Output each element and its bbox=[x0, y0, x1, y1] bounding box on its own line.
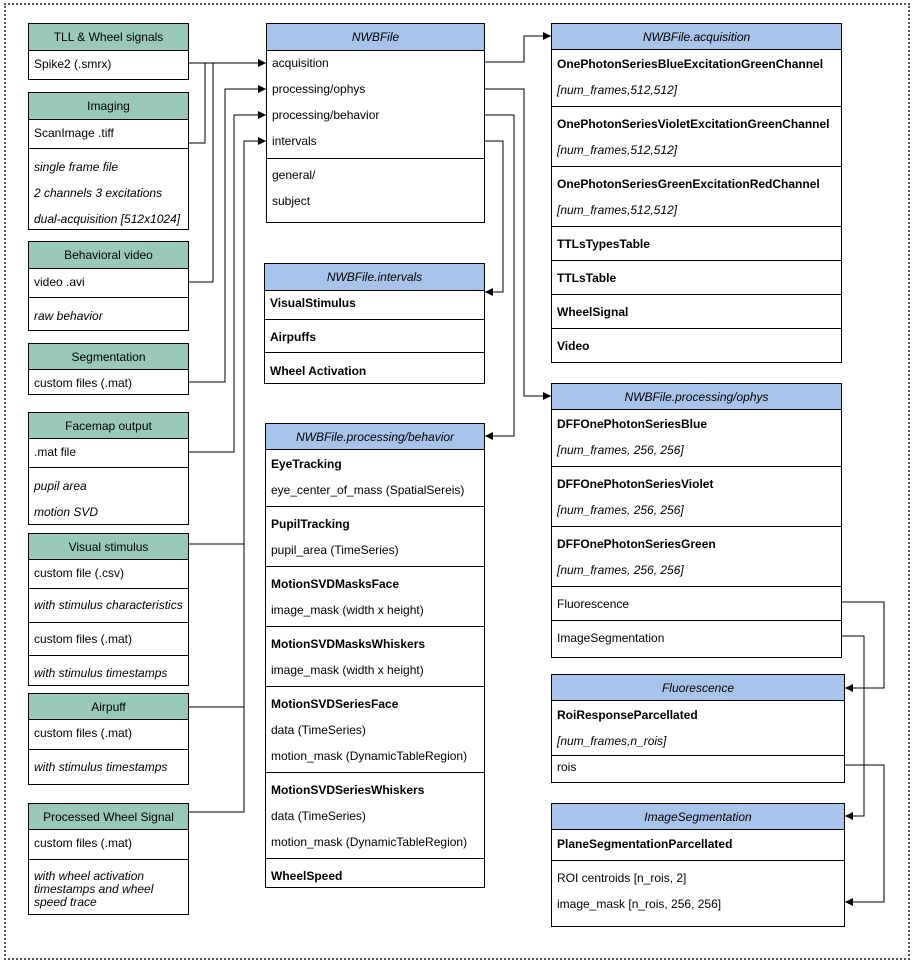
imagesegmentation-box bbox=[551, 803, 845, 927]
video-note: raw behavior bbox=[34, 309, 103, 323]
acquisition-title: NWBFile.acquisition bbox=[552, 24, 841, 50]
imaging-box bbox=[28, 92, 189, 230]
nwbfile-field-behavior: processing/behavior bbox=[272, 108, 380, 122]
facemap-note: motion SVD bbox=[34, 505, 99, 519]
fluorescence-name: RoiResponseParcellated bbox=[557, 708, 698, 722]
airpuff-box-title: Airpuff bbox=[29, 694, 188, 720]
wire-fluorescence-link bbox=[841, 602, 884, 688]
wire-video-to-acquisition bbox=[188, 63, 213, 282]
wire-intervals-link bbox=[485, 141, 503, 292]
facemap-note: pupil area bbox=[34, 479, 87, 493]
airpuff-file: custom files (.mat) bbox=[34, 726, 133, 740]
processed-wheel-signal-box bbox=[28, 803, 189, 915]
acquisition-table: WheelSignal bbox=[557, 305, 629, 319]
imaging-note: single frame file bbox=[34, 160, 119, 174]
acquisition-series-shape: [num_frames,512,512] bbox=[557, 143, 678, 157]
visual-stimulus-box bbox=[28, 533, 189, 686]
visual-note: with stimulus timestamps bbox=[34, 666, 168, 680]
divider bbox=[552, 226, 841, 227]
behavior-group-field: data (TimeSeries) bbox=[271, 723, 366, 737]
behavior-group-field: data (TimeSeries) bbox=[271, 809, 366, 823]
intervals-box bbox=[264, 263, 485, 384]
behavior-group-name: WheelSpeed bbox=[271, 869, 343, 883]
wire-ophys-link bbox=[485, 89, 551, 396]
airpuff-box bbox=[28, 693, 189, 785]
divider bbox=[552, 755, 844, 756]
ophys-series-name: DFFOnePhotonSeriesGreen bbox=[557, 537, 716, 551]
divider bbox=[552, 106, 841, 107]
behavior-box bbox=[265, 423, 485, 888]
behavior-group-name: PupilTracking bbox=[271, 517, 350, 531]
divider bbox=[29, 749, 188, 750]
imaging-box-title: Imaging bbox=[29, 93, 188, 120]
imaging-note: dual-acquisition [512x1024] bbox=[34, 212, 181, 226]
divider bbox=[552, 466, 841, 467]
segmentation-file: custom files (.mat) bbox=[34, 376, 133, 390]
nwbfile-field-intervals: intervals bbox=[272, 134, 317, 148]
ttl-wheel-signals-box bbox=[28, 23, 189, 80]
imageseg-field: image_mask [n_rois, 256, 256] bbox=[557, 897, 722, 911]
ophys-series-name: DFFOnePhotonSeriesBlue bbox=[557, 417, 708, 431]
divider bbox=[29, 297, 188, 298]
behavior-group-name: MotionSVDSeriesFace bbox=[271, 697, 399, 711]
divider bbox=[265, 319, 484, 320]
video-box-title: Behavioral video bbox=[29, 242, 188, 269]
behavior-group-field: pupil_area (TimeSeries) bbox=[271, 543, 399, 557]
divider bbox=[552, 526, 841, 527]
divider bbox=[29, 859, 188, 860]
divider bbox=[267, 158, 484, 159]
behavior-group-field: eye_center_of_mass (SpatialSereis) bbox=[271, 483, 465, 497]
wire-facemap-to-behavior bbox=[188, 115, 266, 452]
divider bbox=[266, 506, 484, 507]
acquisition-table: TTLsTypesTable bbox=[557, 237, 650, 251]
behavior-group-name: EyeTracking bbox=[271, 457, 342, 471]
ophys-module-imagesegmentation: ImageSegmentation bbox=[557, 631, 665, 645]
imageseg-name: PlaneSegmentationParcellated bbox=[557, 837, 733, 851]
interval-item: Airpuffs bbox=[270, 330, 316, 344]
acquisition-series-name: OnePhotonSeriesBlueExcitationGreenChannel bbox=[557, 57, 824, 71]
wheel-note: with wheel activation timestamps and wheel speed trace bbox=[34, 869, 154, 909]
nwbfile-meta-subject: subject bbox=[272, 194, 311, 208]
fluorescence-title: Fluorescence bbox=[552, 675, 844, 701]
divider bbox=[552, 260, 841, 261]
nwbfile-meta-general: general/ bbox=[272, 168, 316, 182]
acquisition-series-name: OnePhotonSeriesGreenExcitationRedChannel bbox=[557, 177, 820, 191]
ophys-series-shape: [num_frames, 256, 256] bbox=[557, 563, 684, 577]
acquisition-series-name: OnePhotonSeriesVioletExcitationGreenChannel bbox=[557, 117, 830, 131]
behavioral-video-box bbox=[28, 241, 189, 331]
ophys-series-shape: [num_frames, 256, 256] bbox=[557, 443, 684, 457]
wire-acquisition-link bbox=[485, 36, 551, 62]
nwbfile-field-acquisition: acquisition bbox=[272, 56, 329, 70]
imageseg-field: ROI centroids [n_rois, 2] bbox=[557, 871, 687, 885]
nwbfile-field-ophys: processing/ophys bbox=[272, 82, 366, 96]
divider bbox=[265, 352, 484, 353]
behavior-group-name: MotionSVDSeriesWhiskers bbox=[271, 783, 425, 797]
ttl-file: Spike2 (.smrx) bbox=[34, 57, 112, 71]
divider bbox=[266, 626, 484, 627]
facemap-box-title: Facemap output bbox=[29, 413, 188, 439]
airpuff-note: with stimulus timestamps bbox=[34, 760, 168, 774]
divider bbox=[29, 622, 188, 623]
wire-wheel-to-intervals bbox=[188, 544, 244, 812]
ophys-series-shape: [num_frames, 256, 256] bbox=[557, 503, 684, 517]
divider bbox=[552, 620, 841, 621]
fluorescence-box bbox=[551, 674, 845, 783]
facemap-file: .mat file bbox=[34, 445, 77, 459]
wire-segmentation-to-ophys bbox=[188, 89, 266, 382]
ophys-series-name: DFFOnePhotonSeriesViolet bbox=[557, 477, 714, 491]
divider bbox=[552, 860, 844, 861]
acquisition-table: Video bbox=[557, 339, 590, 353]
divider bbox=[29, 588, 188, 589]
behavior-group-field: motion_mask (DynamicTableRegion) bbox=[271, 835, 468, 849]
visual-note: with stimulus characteristics bbox=[34, 598, 183, 612]
ophys-module-fluorescence: Fluorescence bbox=[557, 597, 630, 611]
acquisition-series-shape: [num_frames,512,512] bbox=[557, 203, 678, 217]
acquisition-series-shape: [num_frames,512,512] bbox=[557, 83, 678, 97]
wire-imaging-to-acquisition bbox=[188, 63, 205, 143]
acquisition-box bbox=[551, 23, 842, 363]
facemap-output-box bbox=[28, 412, 189, 525]
divider bbox=[29, 467, 188, 468]
divider bbox=[552, 328, 841, 329]
divider bbox=[29, 655, 188, 656]
divider bbox=[266, 858, 484, 859]
visual-file: custom files (.mat) bbox=[34, 632, 133, 646]
video-file: video .avi bbox=[34, 275, 85, 289]
nwbfile-title: NWBFile bbox=[267, 24, 484, 51]
behavior-group-field: image_mask (width x height) bbox=[271, 663, 424, 677]
wire-behavior-link bbox=[485, 115, 514, 436]
behavior-group-field: image_mask (width x height) bbox=[271, 603, 424, 617]
intervals-title: NWBFile.intervals bbox=[265, 264, 484, 291]
divider bbox=[29, 148, 188, 149]
ophys-title: NWBFile.processing/ophys bbox=[552, 384, 841, 410]
fluorescence-field-rois: rois bbox=[557, 760, 577, 774]
segmentation-box-title: Segmentation bbox=[29, 344, 188, 370]
divider bbox=[552, 586, 841, 587]
imaging-file: ScanImage .tiff bbox=[34, 126, 114, 140]
ttl-box-title: TLL & Wheel signals bbox=[29, 24, 188, 51]
divider bbox=[266, 686, 484, 687]
acquisition-table: TTLsTable bbox=[557, 271, 617, 285]
interval-item: VisualStimulus bbox=[270, 296, 356, 310]
behavior-title: NWBFile.processing/behavior bbox=[266, 424, 484, 450]
segmentation-box bbox=[28, 343, 189, 395]
imaging-note: 2 channels 3 excitations bbox=[34, 186, 163, 200]
fluorescence-shape: [num_frames,n_rois] bbox=[557, 734, 667, 748]
divider bbox=[266, 772, 484, 773]
imageseg-title: ImageSegmentation bbox=[552, 804, 844, 830]
interval-item: Wheel Activation bbox=[270, 364, 367, 378]
behavior-group-name: MotionSVDMasksWhiskers bbox=[271, 637, 426, 651]
visual-box-title: Visual stimulus bbox=[29, 534, 188, 560]
divider bbox=[266, 566, 484, 567]
divider bbox=[552, 294, 841, 295]
nwbfile-box bbox=[266, 23, 485, 223]
wheel-box-title: Processed Wheel Signal bbox=[29, 804, 188, 830]
behavior-group-name: MotionSVDMasksFace bbox=[271, 577, 400, 591]
divider bbox=[552, 166, 841, 167]
visual-file: custom file (.csv) bbox=[34, 566, 125, 580]
ophys-box bbox=[551, 383, 842, 658]
wheel-file: custom files (.mat) bbox=[34, 836, 133, 850]
behavior-group-field: motion_mask (DynamicTableRegion) bbox=[271, 749, 468, 763]
wire-visual-to-intervals bbox=[188, 141, 266, 544]
